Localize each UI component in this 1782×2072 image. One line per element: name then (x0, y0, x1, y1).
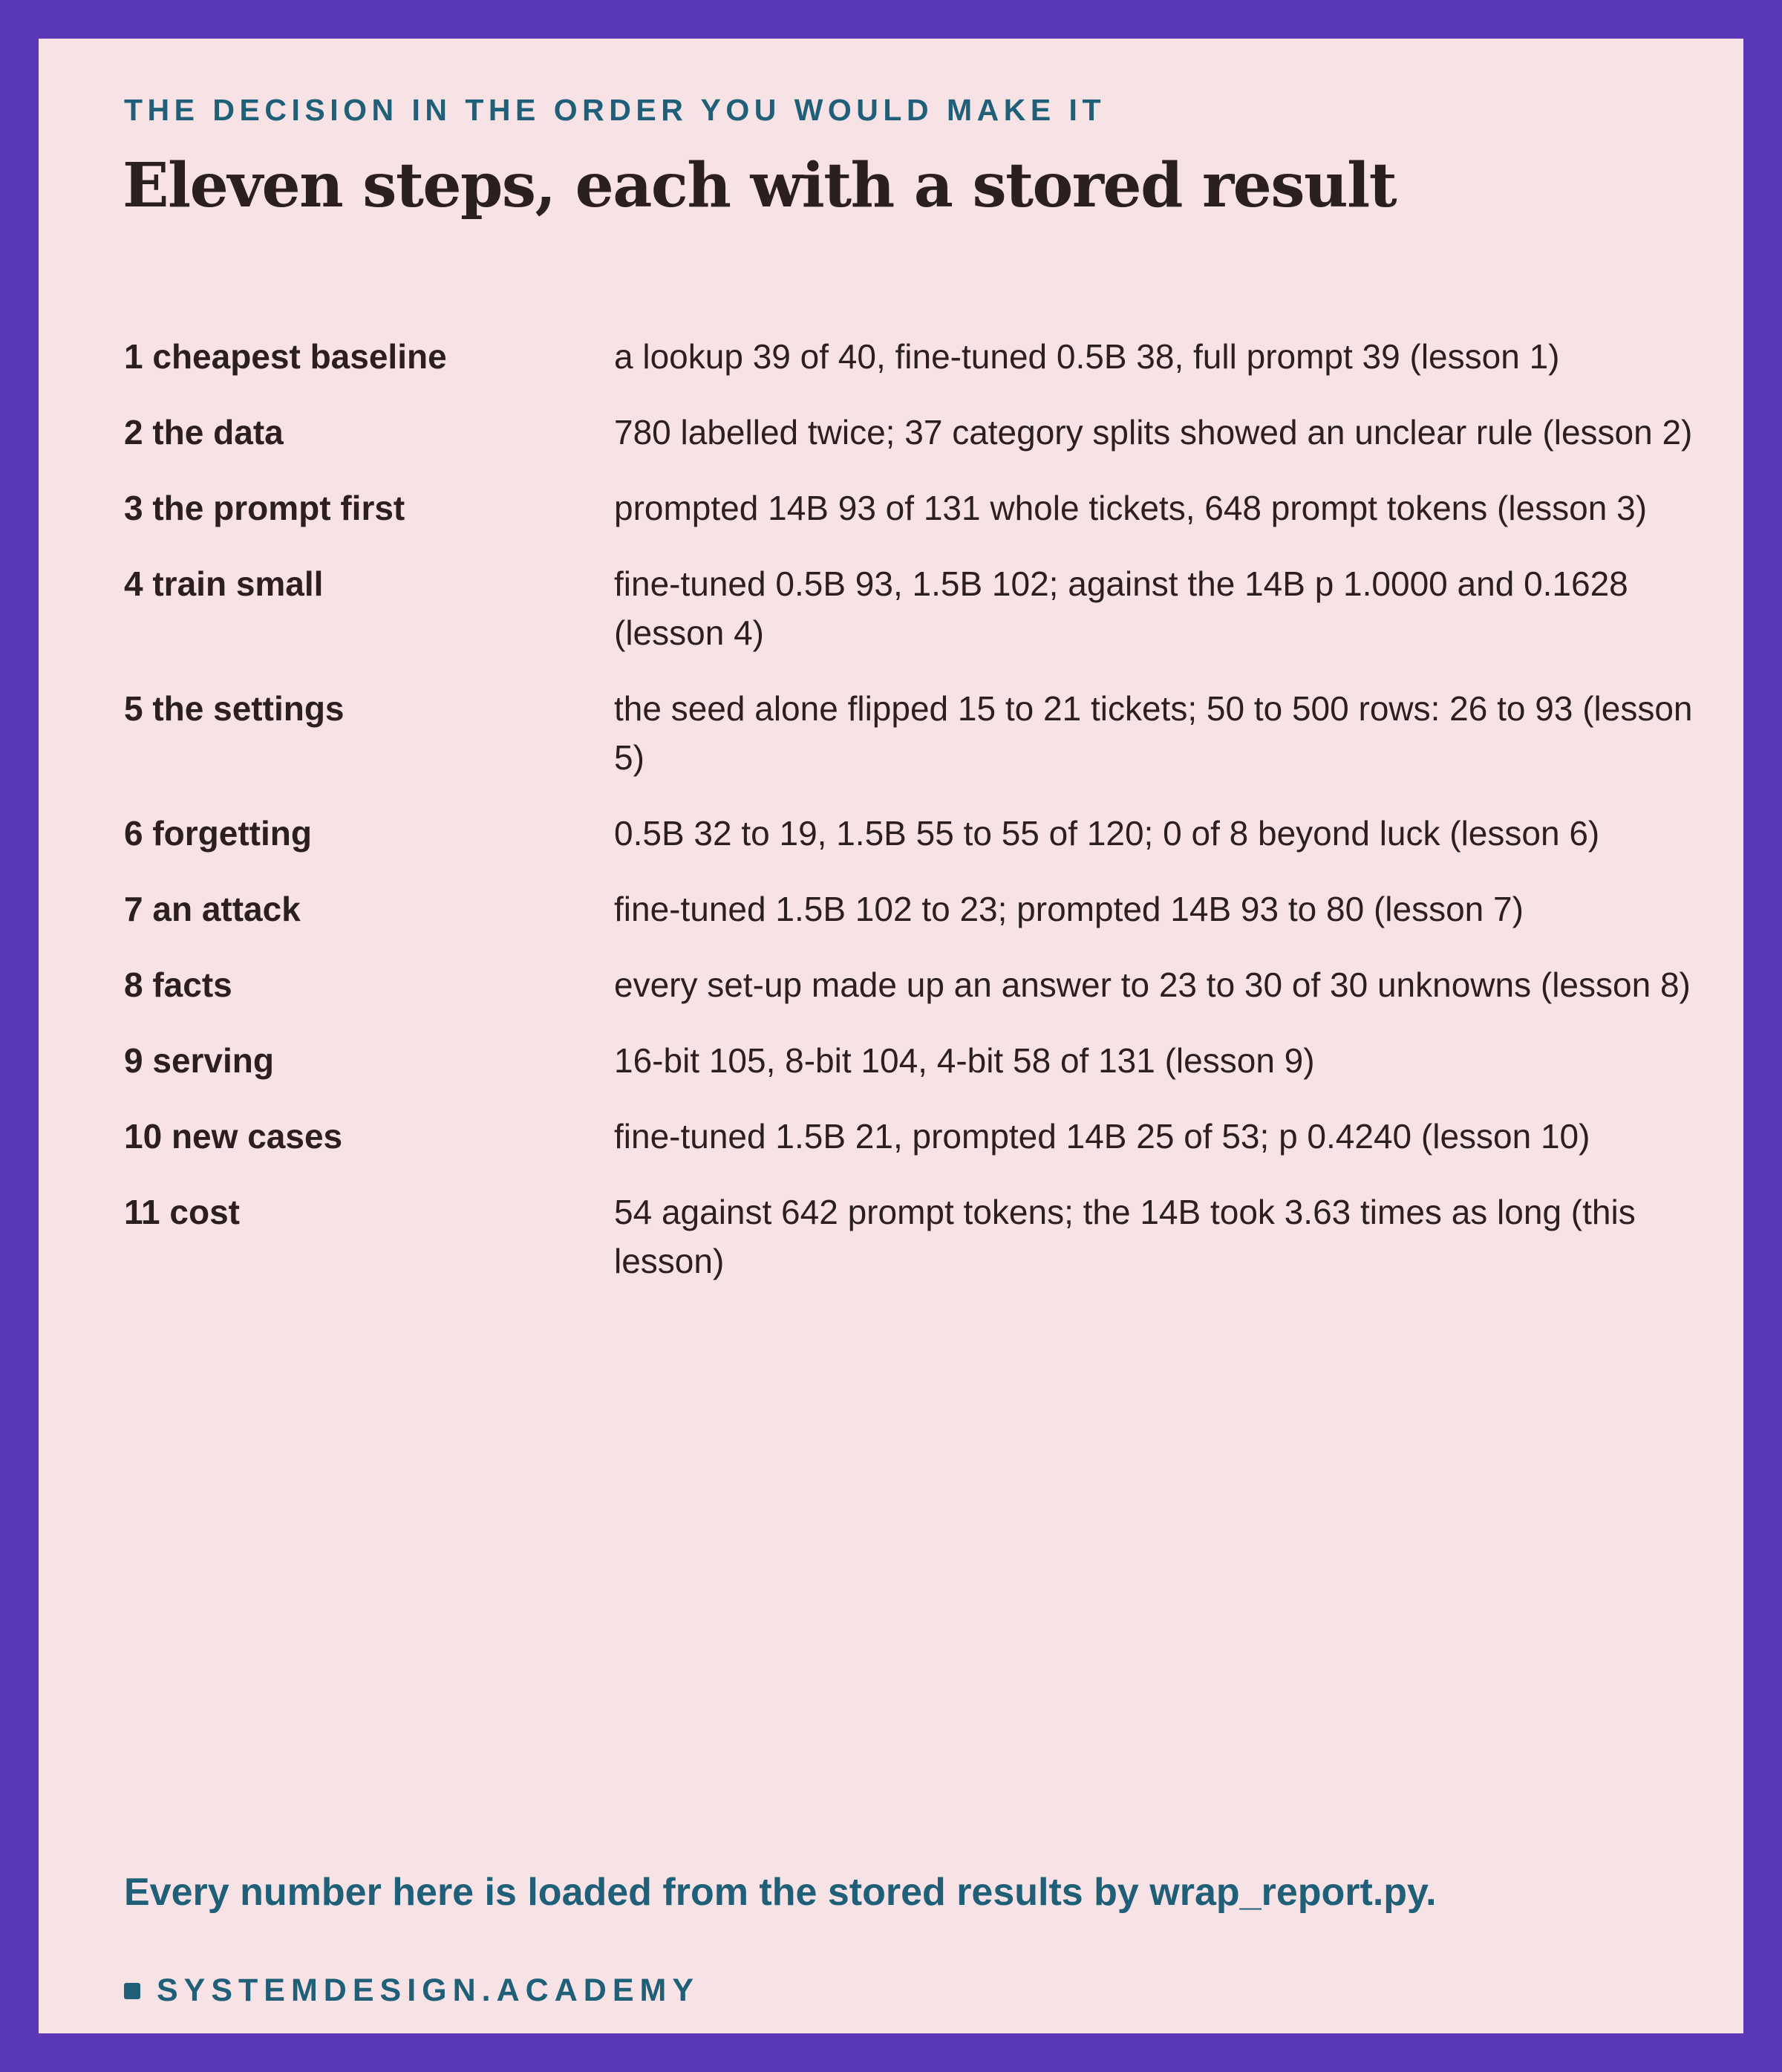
step-result: 0.5B 32 to 19, 1.5B 55 to 55 of 120; 0 of 8 beyond luck (lesson 6) (614, 814, 1600, 853)
step-result: a lookup 39 of 40, fine-tuned 0.5B 38, full prompt 39 (lesson 1) (614, 337, 1560, 376)
eyebrow: THE DECISION IN THE ORDER YOU WOULD MAKE IT (124, 93, 1106, 127)
page-title: Eleven steps, each with a stored result (123, 150, 1397, 221)
step-result: 16-bit 105, 8-bit 104, 4-bit 58 of 131 (lesson 9) (614, 1041, 1315, 1080)
step-row (124, 483, 1698, 532)
step-row (124, 1036, 1698, 1085)
step-result: fine-tuned 1.5B 21, prompted 14B 25 of 53; p 0.4240 (lesson 10) (614, 1117, 1590, 1156)
step-result: 54 against 642 prompt tokens; the 14B took 3.63 times as long (this lesson) (614, 1193, 1636, 1280)
step-label: 11 cost (124, 1193, 240, 1231)
footnote: Every number here is loaded from the stored results by wrap_report.py. (124, 1871, 1437, 1914)
step-label: 9 serving (124, 1041, 274, 1080)
step-label: 7 an attack (124, 890, 301, 928)
step-row (124, 809, 1698, 858)
step-result: fine-tuned 1.5B 102 to 23; prompted 14B 93 to 80 (lesson 7) (614, 890, 1524, 928)
step-label: 1 cheapest baseline (124, 337, 447, 376)
step-label: 5 the settings (124, 689, 345, 728)
step-result: 780 labelled twice; 37 category splits showed an unclear rule (lesson 2) (614, 413, 1693, 452)
step-row (124, 1112, 1698, 1161)
step-row (124, 684, 1698, 782)
steps-list (124, 332, 1698, 1312)
card (39, 39, 1743, 2033)
brand-name: SYSTEMDESIGN.ACADEMY (157, 1972, 700, 2008)
step-label: 3 the prompt first (124, 489, 405, 527)
step-row (124, 1188, 1698, 1286)
step-result: fine-tuned 0.5B 93, 1.5B 102; against the 14B p 1.0000 and 0.1628 (lesson 4) (614, 564, 1628, 652)
step-row (124, 559, 1698, 657)
step-label: 4 train small (124, 564, 324, 603)
brand (124, 1972, 699, 2009)
step-row (124, 884, 1698, 934)
square-icon (124, 1983, 140, 1999)
step-row (124, 332, 1698, 381)
step-label: 8 facts (124, 965, 232, 1004)
step-row (124, 408, 1698, 457)
step-result: the seed alone flipped 15 to 21 tickets; 50 to 500 rows: 26 to 93 (lesson 5) (614, 689, 1693, 777)
step-row (124, 960, 1698, 1009)
step-label: 2 the data (124, 413, 284, 452)
step-result: prompted 14B 93 of 131 whole tickets, 648 prompt tokens (lesson 3) (614, 489, 1648, 527)
step-label: 6 forgetting (124, 814, 312, 853)
step-result: every set-up made up an answer to 23 to 30 of 30 unknowns (lesson 8) (614, 965, 1691, 1004)
step-label: 10 new cases (124, 1117, 343, 1156)
